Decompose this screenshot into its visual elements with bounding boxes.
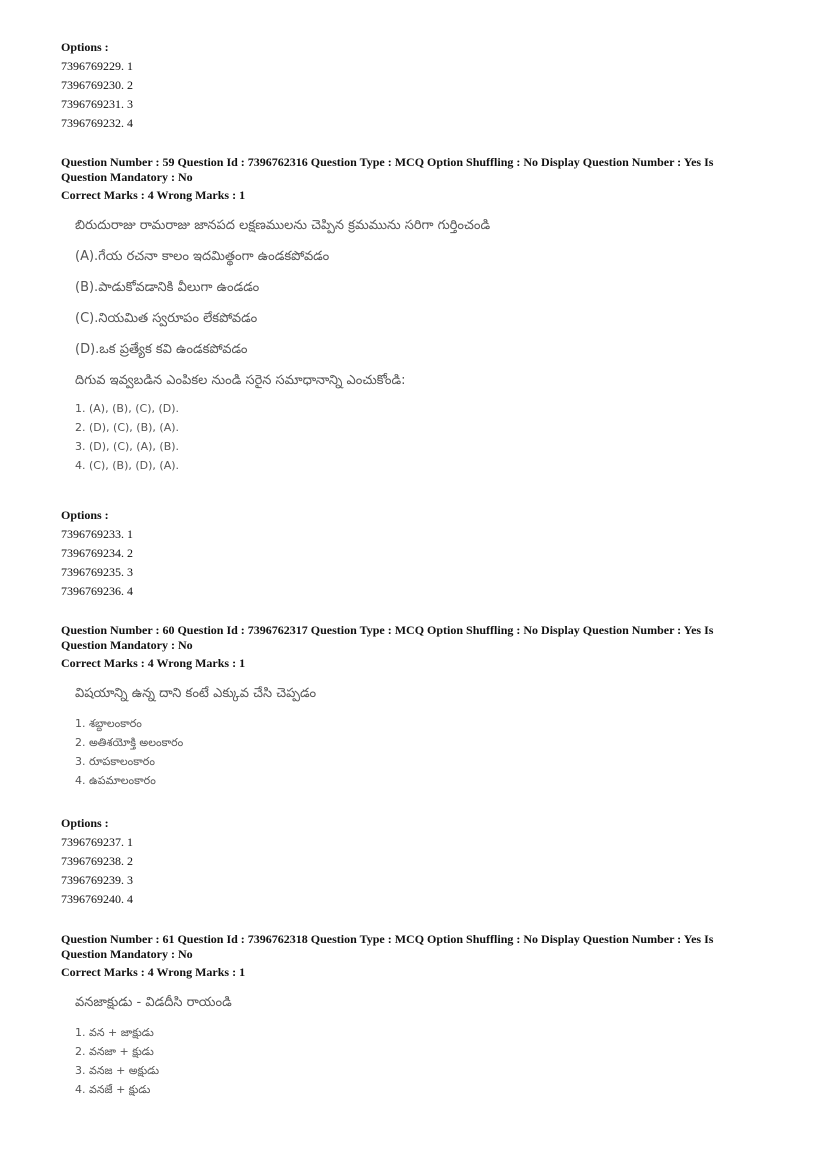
option-id: 7396769234. 2: [61, 546, 133, 560]
question-body-60: [75, 684, 675, 790]
choice-item: 4. వనజే + క్షుడు: [75, 1083, 151, 1096]
options-heading: Options :: [61, 40, 109, 54]
question-body-59: [75, 216, 675, 475]
option-id: 7396769231. 3: [61, 97, 133, 111]
question-stem: విషయాన్ని ఉన్న దాని కంటే ఎక్కువ చేసి చెప్పడం: [75, 686, 317, 701]
question-mandatory: Question Mandatory : No: [61, 170, 193, 184]
choice-item: 4. (C), (B), (D), (A).: [75, 459, 180, 472]
question-mandatory: Question Mandatory : No: [61, 947, 193, 961]
choice-item: 4. ఉపమాలంకారం: [75, 774, 156, 787]
statement-b: (B).పాడుకోవడానికి వీలుగా ఉండడం: [75, 280, 260, 295]
statement-a: (A).గేయ రచనా కాలం ఇదమిత్థంగా ఉండకపోవడం: [75, 249, 330, 264]
choice-item: 1. వన + జాక్షుడు: [75, 1026, 154, 1039]
choice-item: 3. రూపకాలంకారం: [75, 755, 155, 768]
choice-item: 2. (D), (C), (B), (A).: [75, 421, 180, 434]
options-heading: Options :: [61, 816, 109, 830]
statement-d: (D).ఒక ప్రత్యేక కవి ఉండకపోవడం: [75, 342, 248, 357]
option-id: 7396769239. 3: [61, 873, 133, 887]
choice-item: 2. వనజా + క్షుడు: [75, 1045, 154, 1058]
option-id: 7396769236. 4: [61, 584, 133, 598]
question-stem: బిరుదురాజు రామరాజు జానపద లక్షణములను చెప్పిన క్రమమును సరిగా గుర్తించండి: [75, 218, 491, 233]
statement-c: (C).నియమిత స్వరూపం లేకపోవడం: [75, 311, 258, 326]
option-id: 7396769240. 4: [61, 892, 133, 906]
choice-item: 3. వనజ + అక్షుడు: [75, 1064, 160, 1077]
question-body-61: [75, 993, 675, 1099]
options-block-58: [61, 38, 761, 133]
question-mandatory: Question Mandatory : No: [61, 638, 193, 652]
option-id: 7396769233. 1: [61, 527, 133, 541]
options-block-60: [61, 814, 761, 909]
option-id: 7396769235. 3: [61, 565, 133, 579]
question-instruction: దిగువ ఇవ్వబడిన ఎంపికల నుండి సరైన సమాధానాన్ని ఎంచుకోండి:: [75, 373, 406, 388]
question-header-60: [61, 623, 761, 671]
option-id: 7396769230. 2: [61, 78, 133, 92]
choice-item: 1. శబ్దాలంకారం: [75, 717, 142, 730]
question-marks: Correct Marks : 4 Wrong Marks : 1: [61, 656, 246, 670]
choice-item: 2. అతిశయోక్తి అలంకారం: [75, 736, 184, 749]
options-heading: Options :: [61, 508, 109, 522]
question-marks: Correct Marks : 4 Wrong Marks : 1: [61, 965, 246, 979]
choice-item: 1. (A), (B), (C), (D).: [75, 402, 180, 415]
choice-list: [75, 714, 675, 790]
choice-list: [75, 399, 675, 475]
question-header-59: [61, 155, 761, 203]
choice-list: [75, 1023, 675, 1099]
option-id: 7396769232. 4: [61, 116, 133, 130]
question-stem: వనజాక్షుడు - విడదీసి రాయండి: [75, 995, 232, 1010]
question-header-line: Question Number : 60 Question Id : 7396762317 Question Type : MCQ Option Shuffling : No Display Question Number : Yes Is: [61, 623, 714, 637]
option-id: 7396769238. 2: [61, 854, 133, 868]
options-block-59: [61, 506, 761, 601]
option-id: 7396769237. 1: [61, 835, 133, 849]
question-header-line: Question Number : 61 Question Id : 7396762318 Question Type : MCQ Option Shuffling : No Display Question Number : Yes Is: [61, 932, 714, 946]
choice-item: 3. (D), (C), (A), (B).: [75, 440, 180, 453]
question-header-61: [61, 932, 761, 980]
option-id: 7396769229. 1: [61, 59, 133, 73]
question-header-line: Question Number : 59 Question Id : 7396762316 Question Type : MCQ Option Shuffling : No Display Question Number : Yes Is: [61, 155, 714, 169]
question-marks: Correct Marks : 4 Wrong Marks : 1: [61, 188, 246, 202]
